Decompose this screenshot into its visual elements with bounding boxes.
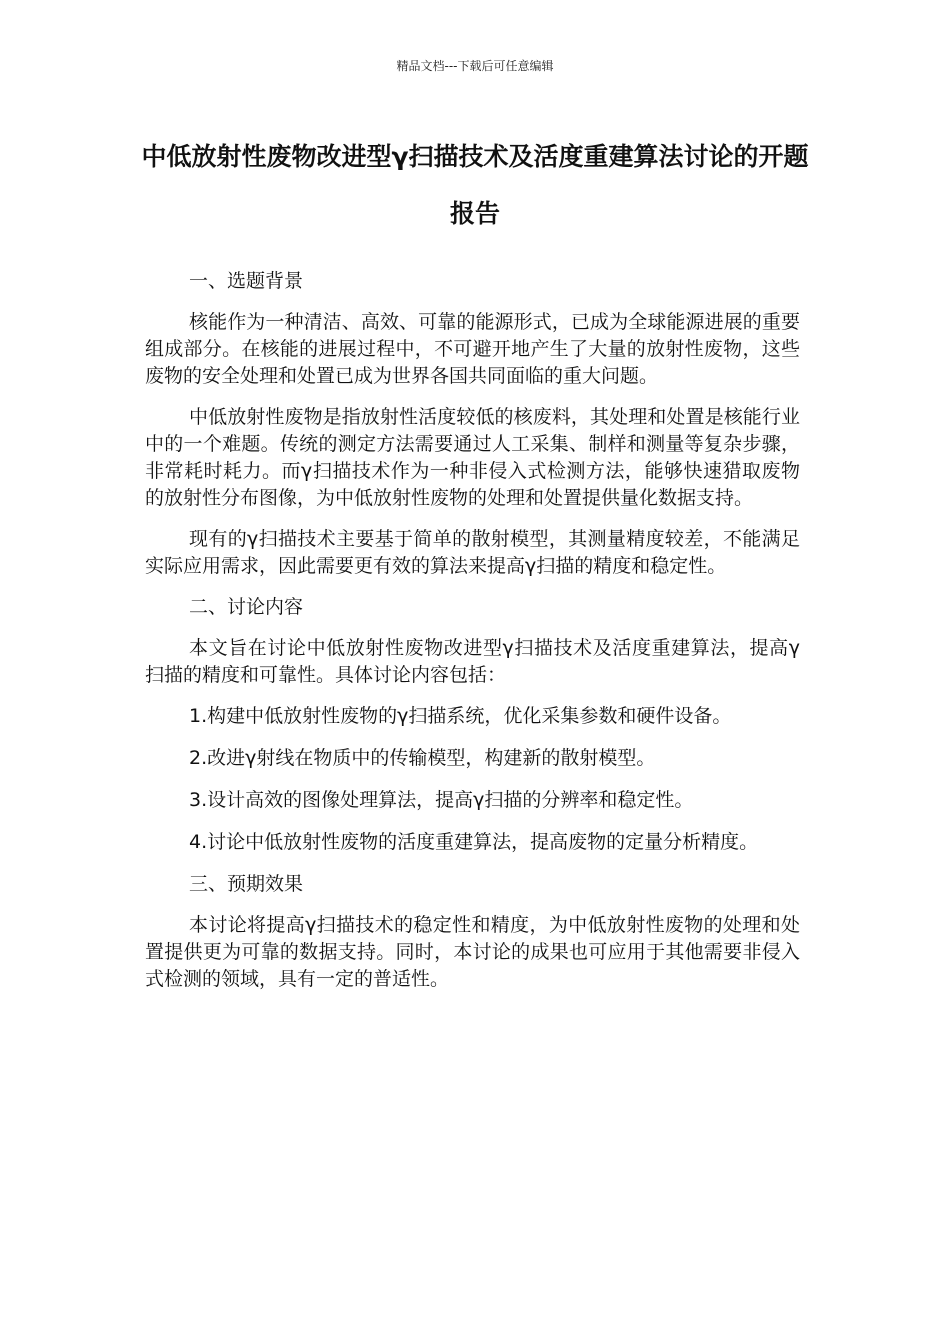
content-list-item: 4.讨论中低放射性废物的活度重建算法，提高废物的定量分析精度。 [189,831,759,853]
section-heading-background: 一、选题背景 [189,270,304,292]
expected-results-paragraph: 本讨论将提高γ扫描技术的稳定性和精度，为中低放射性废物的处理和处置提供更为可靠的数据支持。同时，本讨论的成果也可应用于其他需要非侵入式检测的领域，具有一定的普适性。 [145,914,800,990]
document-body [145,268,800,1007]
content-list-item: 3.设计高效的图像处理算法，提高γ扫描的分辨率和稳定性。 [189,789,694,811]
section-heading-content: 二、讨论内容 [189,596,304,618]
background-paragraph-2: 中低放射性废物是指放射性活度较低的核废料，其处理和处置是核能行业中的一个难题。传统的测定方法需要通过人工采集、制样和测量等复杂步骤，非常耗时耗力。而γ扫描技术作为一种非侵入式检测方法，能够快速猎取废物的放射性分布图像，为中低放射性废物的处理和处置提供量化数据支持。 [145,406,800,509]
document-title: 中低放射性废物改进型γ扫描技术及活度重建算法讨论的开题报告 [141,142,809,228]
background-paragraph-1: 核能作为一种清洁、高效、可靠的能源形式，已成为全球能源进展的重要组成部分。在核能的进展过程中，不可避开地产生了大量的放射性废物，这些废物的安全处理和处置已成为世界各国共同面临的重大问题。 [145,311,800,387]
section-heading-expected-results: 三、预期效果 [189,873,304,895]
header-note: 精品文档---下载后可任意编辑 [396,59,554,73]
background-paragraph-3: 现有的γ扫描技术主要基于简单的散射模型，其测量精度较差，不能满足实际应用需求，因此需要更有效的算法来提高γ扫描的精度和稳定性。 [145,528,800,577]
content-list-item: 1.构建中低放射性废物的γ扫描系统，优化采集参数和硬件设备。 [189,705,732,727]
content-list-item: 2.改进γ射线在物质中的传输模型，构建新的散射模型。 [189,747,656,769]
content-intro-paragraph: 本文旨在讨论中低放射性废物改进型γ扫描技术及活度重建算法，提高γ扫描的精度和可靠性。具体讨论内容包括： [145,637,800,686]
